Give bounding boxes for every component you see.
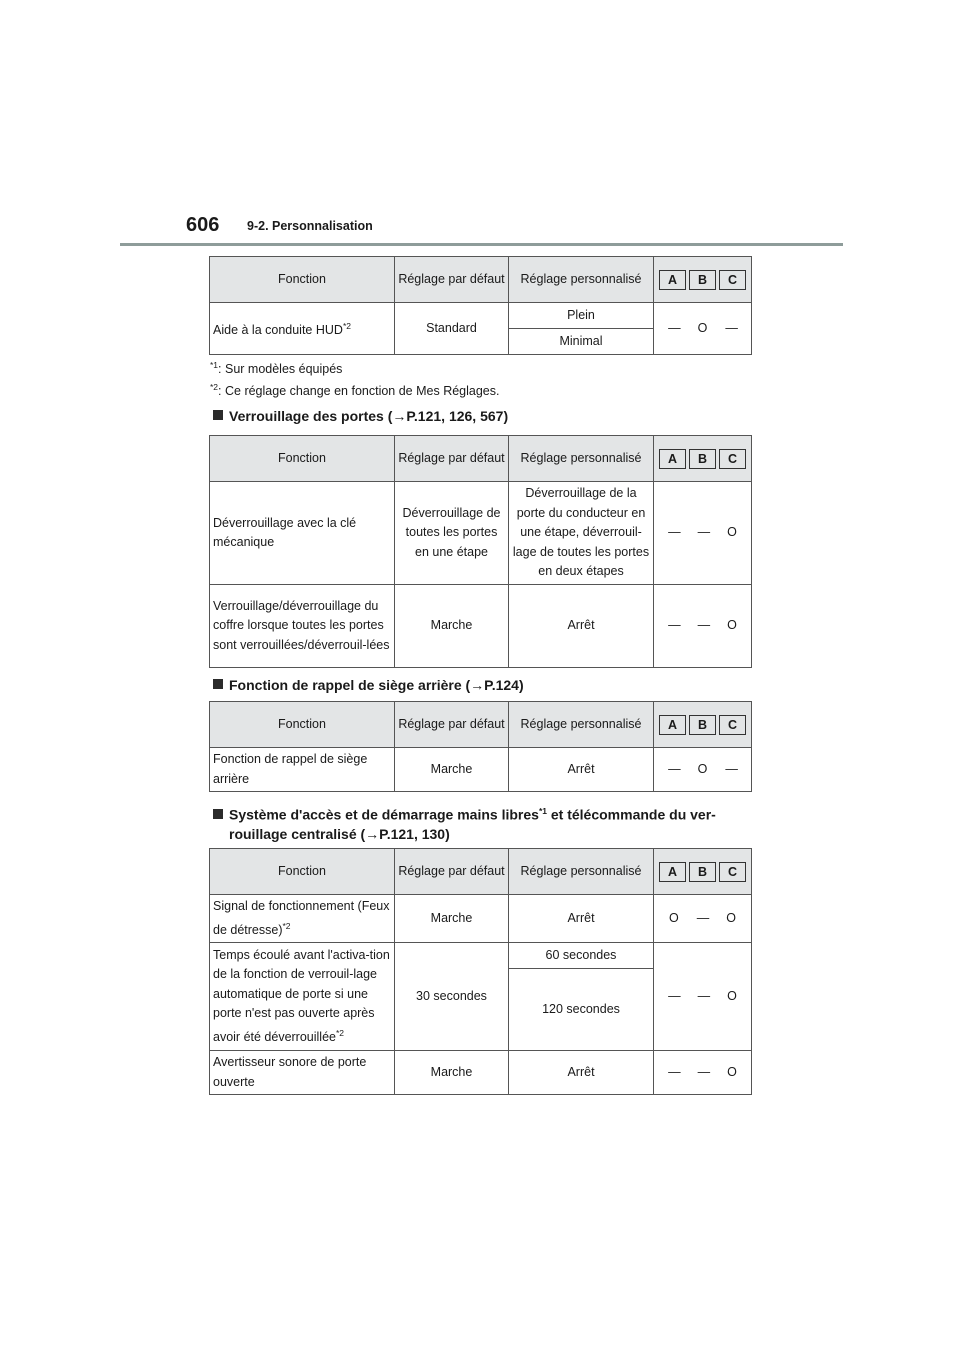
section-title: 9-2. Personnalisation: [247, 219, 373, 233]
cell-abc: [654, 482, 752, 585]
cell-defaut: 30 secondes: [395, 943, 509, 1051]
cell-a: —: [668, 618, 680, 633]
cell-option: 60 secondes: [509, 943, 654, 969]
cell-a: —: [668, 1064, 680, 1079]
cell-defaut: Standard: [395, 303, 509, 355]
footnote-ref: *2: [342, 320, 351, 331]
label-a-box: A: [659, 270, 686, 290]
col-header-abc: [654, 849, 752, 895]
cell-b: —: [697, 988, 710, 1003]
cell-fonction-text: Aide à la conduite HUD: [213, 322, 343, 337]
bullet-square-icon: [213, 679, 223, 689]
cell-b: —: [697, 525, 710, 540]
label-c-box: C: [719, 270, 746, 290]
section-heading-text: Fonction de rappel de siège arrière (→P.124): [229, 677, 524, 693]
footnote-ref: *2: [336, 1027, 345, 1038]
col-header-fonction: Fonction: [210, 436, 395, 482]
col-header-abc: [654, 257, 752, 303]
cell-b: O: [697, 320, 708, 335]
section-heading-text-line2: rouillage centralisé (→P.121, 130): [229, 825, 450, 842]
cell-c: —: [725, 320, 737, 335]
cell-a: O: [669, 910, 679, 925]
header-divider: [120, 243, 843, 246]
bullet-square-icon: [213, 410, 223, 420]
cell-defaut: Marche: [395, 1051, 509, 1095]
cell-defaut: Marche: [395, 585, 509, 668]
cell-b: —: [697, 1064, 710, 1079]
hud-settings-table: [209, 256, 752, 355]
cell-a: —: [668, 988, 680, 1003]
cell-abc: [654, 1051, 752, 1095]
cell-option: 120 secondes: [509, 969, 654, 1051]
cell-defaut: Marche: [395, 748, 509, 792]
table-row: [210, 748, 752, 792]
cell-fonction: Avertisseur sonore de porte ouverte: [210, 1051, 395, 1095]
footnote-mark: *2: [210, 382, 219, 392]
cell-abc: [654, 895, 752, 943]
col-header-fonction: Fonction: [210, 702, 395, 748]
cell-fonction: [210, 895, 395, 943]
table-header-row: [210, 849, 752, 895]
section-heading-text: Verrouillage des portes (→P.121, 126, 567): [229, 408, 509, 424]
col-header-defaut: Réglage par défaut: [395, 436, 509, 482]
rappel-siege-table: [209, 701, 752, 792]
section-heading-verrouillage: [213, 407, 508, 426]
cell-abc: [654, 303, 752, 355]
col-header-defaut: Réglage par défaut: [395, 702, 509, 748]
cell-fonction: Verrouillage/déverrouillage du coffre lorsque toutes les portes sont verrouillées/déverrouil-lées: [210, 585, 395, 668]
col-header-fonction: Fonction: [210, 849, 395, 895]
label-c-box: C: [719, 862, 746, 882]
cell-option: Minimal: [509, 329, 654, 355]
cell-fonction: [210, 943, 395, 1051]
footnote-ref: *2: [282, 920, 291, 931]
col-header-perso: Réglage personnalisé: [509, 849, 654, 895]
table-header-row: [210, 702, 752, 748]
label-a-box: A: [659, 449, 686, 469]
label-b-box: B: [689, 270, 716, 290]
table-row: [210, 943, 752, 969]
label-a-box: A: [659, 715, 686, 735]
cell-fonction-text: Temps écoulé avant l'activa-tion de la fonction de verrouil-lage automatique de porte si une porte n'est pas ouverte après avoir été déverrouillée: [213, 947, 390, 1044]
cell-fonction: Déverrouillage avec la clé mécanique: [210, 482, 395, 585]
cell-c: O: [727, 988, 737, 1003]
cell-abc: [654, 585, 752, 668]
footnote-text: : Sur modèles équipés: [218, 362, 343, 377]
section-heading-rappel-siege: [213, 676, 524, 695]
cell-c: O: [727, 618, 737, 633]
cell-fonction: Fonction de rappel de siège arrière: [210, 748, 395, 792]
cell-abc: [654, 943, 752, 1051]
label-c-box: C: [719, 449, 746, 469]
table-header-row: [210, 257, 752, 303]
bullet-square-icon: [213, 809, 223, 819]
cell-fonction-text: Signal de fonctionnement (Feux de détresse): [213, 899, 390, 937]
label-a-box: A: [659, 862, 686, 882]
cell-abc: [654, 748, 752, 792]
label-c-box: C: [719, 715, 746, 735]
footnote-1: [210, 360, 342, 376]
col-header-fonction: Fonction: [210, 257, 395, 303]
cell-perso: Déverrouillage de la porte du conducteur en une étape, déverrouil-lage de toutes les portes en deux étapes: [509, 482, 654, 585]
cell-option: Plein: [509, 303, 654, 329]
footnote-mark: *1: [210, 360, 219, 370]
cell-perso: Arrêt: [509, 1051, 654, 1095]
verrouillage-table: [209, 435, 752, 668]
acces-mains-libres-table: [209, 848, 752, 1095]
cell-a: —: [668, 525, 680, 540]
col-header-perso: Réglage personnalisé: [509, 436, 654, 482]
footnote-text: : Ce réglage change en fonction de Mes Réglages.: [218, 384, 500, 399]
cell-b: —: [696, 910, 709, 925]
section-heading-text: Système d'accès et de démarrage mains libres: [229, 806, 539, 823]
section-heading-acces-mains-libres: [213, 802, 716, 844]
cell-perso: Arrêt: [509, 895, 654, 943]
cell-c: —: [725, 761, 737, 776]
label-b-box: B: [689, 715, 716, 735]
table-row: [210, 482, 752, 585]
table-row: [210, 1051, 752, 1095]
col-header-perso: Réglage personnalisé: [509, 257, 654, 303]
col-header-defaut: Réglage par défaut: [395, 849, 509, 895]
cell-b: O: [697, 761, 708, 776]
page-number: 606: [186, 214, 220, 236]
table-header-row: [210, 436, 752, 482]
cell-a: —: [668, 761, 680, 776]
cell-b: —: [697, 618, 710, 633]
cell-defaut: Déverrouillage de toutes les portes en une étape: [395, 482, 509, 585]
col-header-perso: Réglage personnalisé: [509, 702, 654, 748]
cell-c: O: [727, 1064, 737, 1079]
label-b-box: B: [689, 449, 716, 469]
cell-fonction: [210, 303, 395, 355]
table-row: [210, 303, 752, 329]
cell-c: O: [727, 525, 737, 540]
col-header-abc: [654, 436, 752, 482]
col-header-abc: [654, 702, 752, 748]
footnote-2: [210, 382, 499, 398]
table-row: [210, 895, 752, 943]
cell-perso: Arrêt: [509, 585, 654, 668]
footnote-ref: *1: [538, 806, 547, 816]
cell-a: —: [668, 320, 680, 335]
table-row: [210, 585, 752, 668]
cell-defaut: Marche: [395, 895, 509, 943]
section-heading-text-end: et télécommande du ver-: [546, 806, 716, 823]
col-header-defaut: Réglage par défaut: [395, 257, 509, 303]
label-b-box: B: [689, 862, 716, 882]
cell-c: O: [726, 910, 736, 925]
cell-perso: Arrêt: [509, 748, 654, 792]
